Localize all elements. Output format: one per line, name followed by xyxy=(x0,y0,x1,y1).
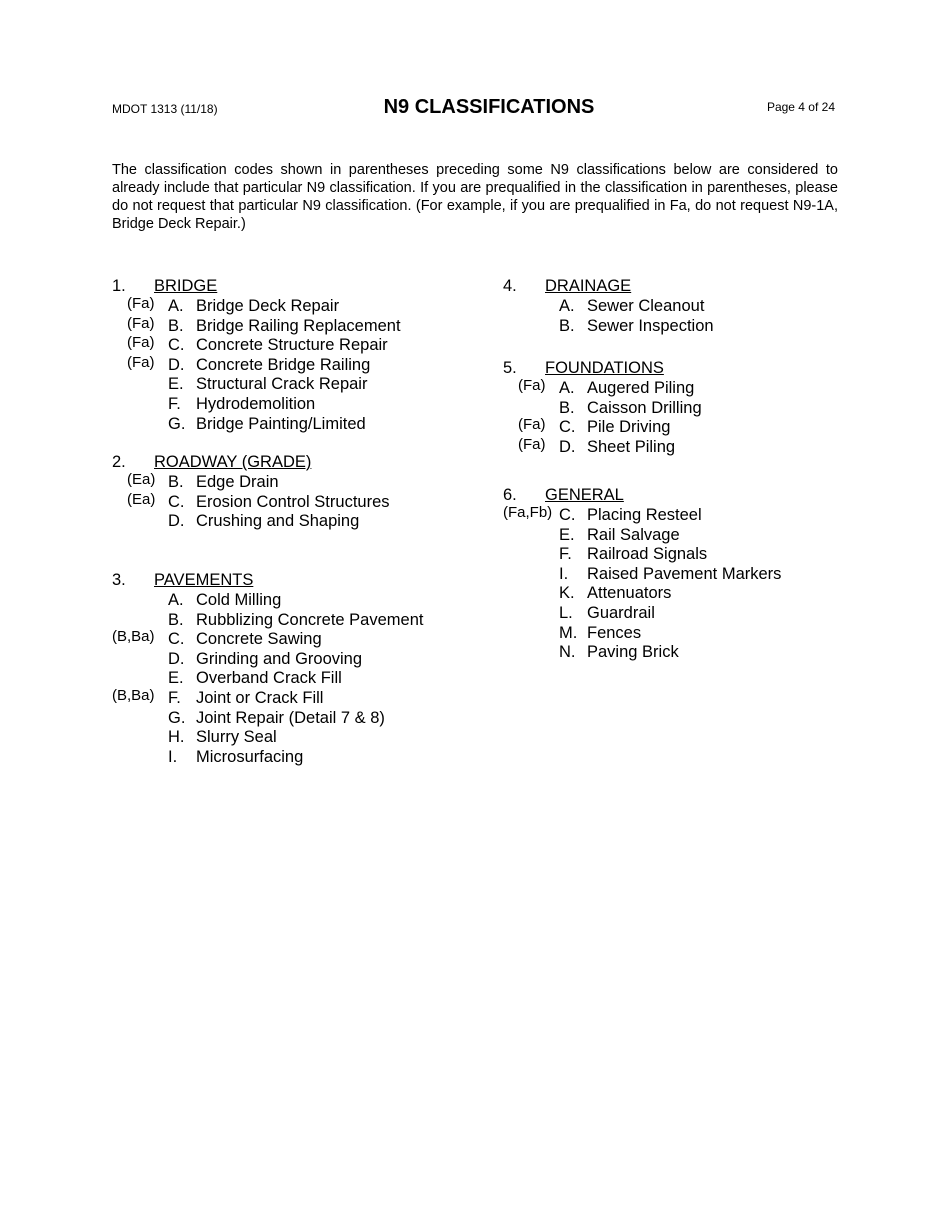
item-letter: A. xyxy=(168,297,184,315)
section-title: DRAINAGE xyxy=(545,277,632,295)
item-letter: M. xyxy=(559,623,578,642)
item-label: Edge Drain xyxy=(196,473,279,491)
prequal-code: (Fa) xyxy=(127,314,155,332)
prequal-code: (Fa) xyxy=(127,295,155,312)
item-label: Attenuators xyxy=(587,584,672,603)
item-label: Slurry Seal xyxy=(196,728,277,747)
item-label: Guardrail xyxy=(587,603,655,622)
item-letter: A. xyxy=(559,379,575,397)
item-label: Sewer Inspection xyxy=(587,316,714,335)
item-label: Placing Resteel xyxy=(587,506,702,524)
item-letter: G. xyxy=(168,414,186,433)
item-letter: C. xyxy=(168,492,185,511)
section-number: 2. xyxy=(112,453,126,471)
item-label: Grinding and Grooving xyxy=(196,649,363,668)
prequal-code: (Fa) xyxy=(518,435,546,453)
item-letter: A. xyxy=(559,297,575,315)
item-letter: G. xyxy=(168,708,186,727)
section-number: 6. xyxy=(503,486,517,504)
item-label: Joint Repair (Detail 7 & 8) xyxy=(196,708,385,727)
section-title: BRIDGE xyxy=(154,277,218,295)
prequal-code: (B,Ba) xyxy=(112,686,155,704)
item-letter: D. xyxy=(168,649,185,668)
item-label: Erosion Control Structures xyxy=(196,492,390,511)
prequal-code: (B,Ba) xyxy=(112,628,155,646)
item-label: Overband Crack Fill xyxy=(196,669,342,688)
section-number: 1. xyxy=(112,277,126,295)
item-label: Hydrodemolition xyxy=(196,394,316,413)
section-title: GENERAL xyxy=(545,486,624,504)
item-label: Augered Piling xyxy=(587,379,695,397)
page-number: Page 4 of 24 xyxy=(766,100,835,114)
item-label: Concrete Sawing xyxy=(196,630,322,649)
page-title: N9 CLASSIFICATIONS xyxy=(383,96,595,118)
form-id: MDOT 1313 (11/18) xyxy=(112,102,218,116)
item-label: Concrete Bridge Railing xyxy=(196,355,371,374)
prequal-code: (Fa) xyxy=(127,353,155,371)
item-label: Cold Milling xyxy=(196,591,282,609)
item-label: Bridge Railing Replacement xyxy=(196,316,401,335)
item-letter: C. xyxy=(168,630,185,649)
item-letter: I. xyxy=(168,747,178,766)
item-letter: B. xyxy=(168,473,184,491)
prequal-code: (Ea) xyxy=(127,490,156,508)
item-label: Railroad Signals xyxy=(587,545,708,564)
section-title: PAVEMENTS xyxy=(154,571,254,589)
item-letter: E. xyxy=(168,375,184,394)
item-label: Rail Salvage xyxy=(587,525,680,544)
item-letter: K. xyxy=(559,584,575,603)
item-label: Pile Driving xyxy=(587,418,671,437)
item-letter: E. xyxy=(559,525,575,544)
item-letter: F. xyxy=(168,688,181,707)
item-label: Paving Brick xyxy=(587,643,679,662)
item-letter: B. xyxy=(168,316,184,335)
section-title: ROADWAY (GRADE) xyxy=(154,453,312,471)
item-letter: D. xyxy=(559,437,576,456)
item-letter: F. xyxy=(168,394,181,413)
item-label: Joint or Crack Fill xyxy=(196,688,324,707)
prequal-code: (Ea) xyxy=(127,471,156,488)
section-number: 3. xyxy=(112,571,126,589)
prequal-code: (Fa) xyxy=(518,416,546,434)
item-letter: E. xyxy=(168,669,184,688)
item-letter: C. xyxy=(559,506,576,524)
item-letter: C. xyxy=(168,336,185,355)
prequal-code: (Fa) xyxy=(518,377,546,394)
section-number: 5. xyxy=(503,359,517,377)
item-label: Caisson Drilling xyxy=(587,398,702,417)
item-label: Fences xyxy=(587,623,642,642)
item-letter: A. xyxy=(168,591,184,609)
item-label: Bridge Painting/Limited xyxy=(196,414,366,433)
item-letter: B. xyxy=(559,316,575,335)
intro-paragraph: The classification codes shown in parentheses preceding some N9 classifications below are considered to already include that particular N9 classification. If you are prequalified in the classification in parentheses, please do not request that particular N9 classification. (For example, if you are prequalified in Fa, do not request N9-1A, Bridge Deck Repair.) xyxy=(112,162,838,232)
item-letter: L. xyxy=(559,603,573,622)
section-title: FOUNDATIONS xyxy=(545,359,664,377)
item-label: Microsurfacing xyxy=(196,747,304,766)
prequal-code: (Fa,Fb) xyxy=(503,504,553,521)
item-letter: B. xyxy=(168,610,184,629)
item-letter: D. xyxy=(168,512,185,531)
prequal-code: (Fa) xyxy=(127,334,155,352)
item-letter: D. xyxy=(168,355,185,374)
item-label: Raised Pavement Markers xyxy=(587,564,782,583)
section-number: 4. xyxy=(503,277,517,295)
item-label: Structural Crack Repair xyxy=(196,375,368,394)
item-label: Rubblizing Concrete Pavement xyxy=(196,610,424,629)
item-label: Concrete Structure Repair xyxy=(196,336,388,355)
item-letter: N. xyxy=(559,643,576,662)
item-letter: F. xyxy=(559,545,572,564)
item-letter: H. xyxy=(168,728,185,747)
item-label: Sheet Piling xyxy=(587,437,676,456)
item-label: Bridge Deck Repair xyxy=(196,297,340,315)
item-label: Crushing and Shaping xyxy=(196,512,360,531)
item-label: Sewer Cleanout xyxy=(587,297,705,315)
item-letter: C. xyxy=(559,418,576,437)
item-letter: B. xyxy=(559,398,575,417)
item-letter: I. xyxy=(559,564,569,583)
